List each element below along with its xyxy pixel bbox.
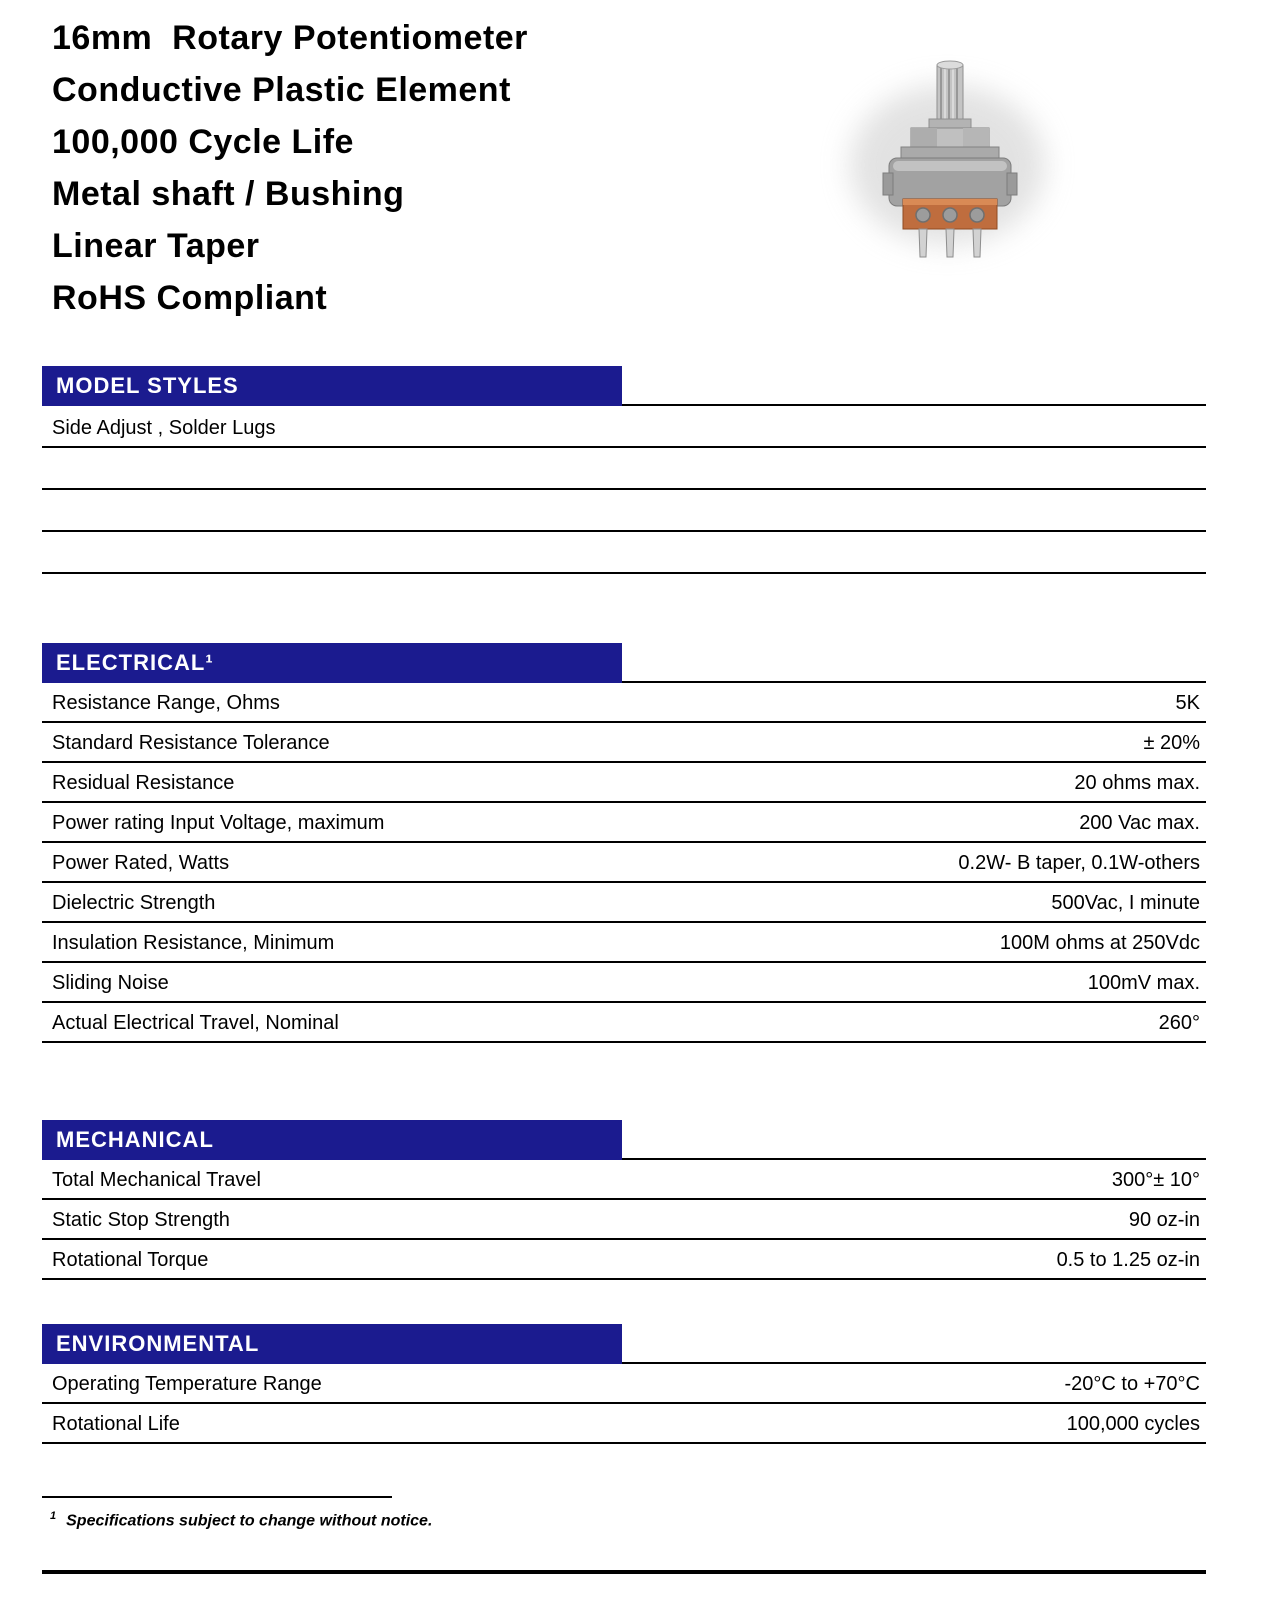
spec-row bbox=[42, 1200, 1206, 1240]
section-head-rule bbox=[42, 366, 1206, 406]
spec-label: Actual Electrical Travel, Nominal bbox=[52, 1012, 339, 1034]
footnote-divider bbox=[42, 1496, 392, 1498]
spec-label: Operating Temperature Range bbox=[52, 1373, 322, 1395]
section-title-mechanical: MECHANICAL bbox=[42, 1120, 622, 1160]
spec-row bbox=[42, 763, 1206, 803]
section-model-styles bbox=[42, 366, 1206, 574]
page-bottom-rule bbox=[42, 1570, 1206, 1574]
title-line-4: Metal shaft / Bushing bbox=[52, 175, 405, 213]
spec-row bbox=[42, 490, 1206, 532]
spec-row bbox=[42, 803, 1206, 843]
footnote bbox=[50, 1510, 432, 1530]
spec-value: 100,000 cycles bbox=[1066, 1413, 1200, 1435]
section-title-environmental: ENVIRONMENTAL bbox=[42, 1324, 622, 1364]
spec-label: Dielectric Strength bbox=[52, 892, 216, 914]
footnote-text: Specifications subject to change without notice. bbox=[66, 1512, 433, 1530]
page-title: 16mm Rotary Potentiometer bbox=[52, 19, 528, 57]
spec-label: Residual Resistance bbox=[52, 772, 235, 794]
potentiometer-image bbox=[845, 55, 1055, 270]
spec-row bbox=[42, 883, 1206, 923]
spec-label: Resistance Range, Ohms bbox=[52, 692, 280, 714]
spec-row bbox=[42, 1404, 1206, 1444]
section-head-rule bbox=[42, 1324, 1206, 1364]
spec-label: Standard Resistance Tolerance bbox=[52, 732, 330, 754]
spec-label: Side Adjust , Solder Lugs bbox=[52, 417, 276, 439]
spec-label: Rotational Torque bbox=[52, 1249, 209, 1271]
spec-label: Sliding Noise bbox=[52, 972, 169, 994]
section-mechanical bbox=[42, 1120, 1206, 1280]
spec-row bbox=[42, 448, 1206, 490]
spec-value: 100mV max. bbox=[1087, 972, 1200, 994]
spec-value: 5K bbox=[1175, 692, 1200, 714]
spec-value: 500Vac, I minute bbox=[1051, 892, 1200, 914]
spec-label: Total Mechanical Travel bbox=[52, 1169, 261, 1191]
section-environmental bbox=[42, 1324, 1206, 1444]
spec-value: 90 oz-in bbox=[1128, 1209, 1200, 1231]
section-title-electrical: ELECTRICAL¹ bbox=[42, 643, 622, 683]
spec-label: Static Stop Strength bbox=[52, 1209, 230, 1231]
spec-label: Rotational Life bbox=[52, 1413, 180, 1435]
spec-value: 0.5 to 1.25 oz-in bbox=[1056, 1249, 1200, 1271]
spec-row bbox=[42, 683, 1206, 723]
spec-label: Power rating Input Voltage, maximum bbox=[52, 812, 385, 834]
spec-row bbox=[42, 1364, 1206, 1404]
spec-row bbox=[42, 1003, 1206, 1043]
spec-row bbox=[42, 1240, 1206, 1280]
spec-value: 200 Vac max. bbox=[1079, 812, 1200, 834]
spec-label: Insulation Resistance, Minimum bbox=[52, 932, 335, 954]
spec-row bbox=[42, 843, 1206, 883]
spec-row bbox=[42, 723, 1206, 763]
spec-value: 300°± 10° bbox=[1111, 1169, 1200, 1191]
spec-row bbox=[42, 532, 1206, 574]
spec-label: Power Rated, Watts bbox=[52, 852, 230, 874]
title-block bbox=[52, 12, 528, 324]
section-head-rule bbox=[42, 643, 1206, 683]
footnote-marker: 1 bbox=[50, 1510, 57, 1522]
potentiometer-photo bbox=[845, 55, 1055, 270]
spec-value: -20°C to +70°C bbox=[1064, 1373, 1200, 1395]
spec-value: ± 20% bbox=[1143, 732, 1200, 754]
spec-row bbox=[42, 406, 1206, 448]
spec-value: 20 ohms max. bbox=[1074, 772, 1200, 794]
section-head-rule bbox=[42, 1120, 1206, 1160]
spec-value: 260° bbox=[1158, 1012, 1200, 1034]
title-line-6: RoHS Compliant bbox=[52, 279, 328, 317]
section-electrical bbox=[42, 643, 1206, 1043]
section-title-model-styles: MODEL STYLES bbox=[42, 366, 622, 406]
spec-row bbox=[42, 963, 1206, 1003]
title-line-2: Conductive Plastic Element bbox=[52, 71, 511, 109]
spec-row bbox=[42, 923, 1206, 963]
spec-value: 0.2W- B taper, 0.1W-others bbox=[958, 852, 1200, 874]
title-line-5: Linear Taper bbox=[52, 227, 260, 265]
spec-value: 100M ohms at 250Vdc bbox=[999, 932, 1200, 954]
title-line-3: 100,000 Cycle Life bbox=[52, 123, 354, 161]
spec-row bbox=[42, 1160, 1206, 1200]
